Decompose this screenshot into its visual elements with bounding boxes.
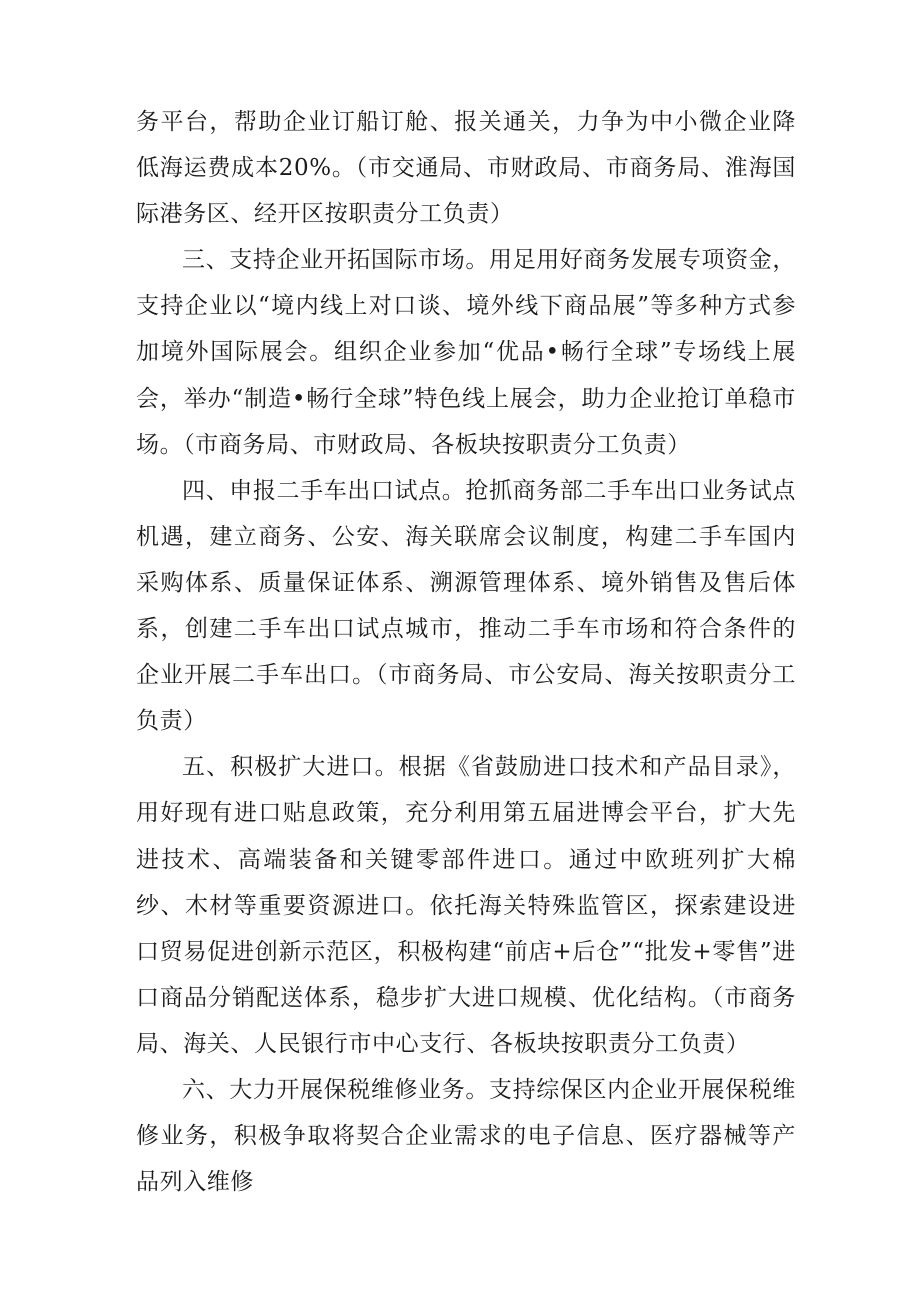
paragraph-item-6: 六、大力开展保税维修业务。支持综保区内企业开展保税维修业务，积极争取将契合企业需求的电子信息、医疗器械等产品列入维修 <box>136 1076 796 1196</box>
paragraph-item-3: 三、支持企业开拓国际市场。用足用好商务发展专项资金，支持企业以“境内线上对口谈、境外线下商品展”等多种方式参加境外国际展会。组织企业参加“优品•畅行全球”专场线上展会，举办“制造•畅行全球”特色线上展会，助力企业抢订单稳市场。（市商务局、市财政局、各板块按职责分工负责） <box>136 247 796 458</box>
document-body <box>136 99 796 1205</box>
paragraph-item-4: 四、申报二手车出口试点。抢抓商务部二手车出口业务试点机遇，建立商务、公安、海关联席会议制度，构建二手车国内采购体系、质量保证体系、溯源管理体系、境外销售及售后体系，创建二手车出口试点城市，推动二手车市场和符合条件的企业开展二手车出口。（市商务局、市公安局、海关按职责分工负责） <box>136 477 796 735</box>
paragraph-continuation: 务平台，帮助企业订船订舱、报关通关，力争为中小微企业降低海运费成本20%。（市交通局、市财政局、市商务局、淮海国际港务区、经开区按职责分工负责） <box>136 109 796 228</box>
paragraph-item-5: 五、积极扩大进口。根据《省鼓励进口技术和产品目录》，用好现有进口贴息政策，充分利用第五届进博会平台，扩大先进技术、高端装备和关键零部件进口。通过中欧班列扩大棉纱、木材等重要资源进口。依托海关特殊监管区，探索建设进口贸易促进创新示范区，积极构建“前店+后仓”“批发+零售”进口商品分销配送体系，稳步扩大进口规模、优化结构。（市商务局、海关、人民银行市中心支行、各板块按职责分工负责） <box>136 754 796 1057</box>
